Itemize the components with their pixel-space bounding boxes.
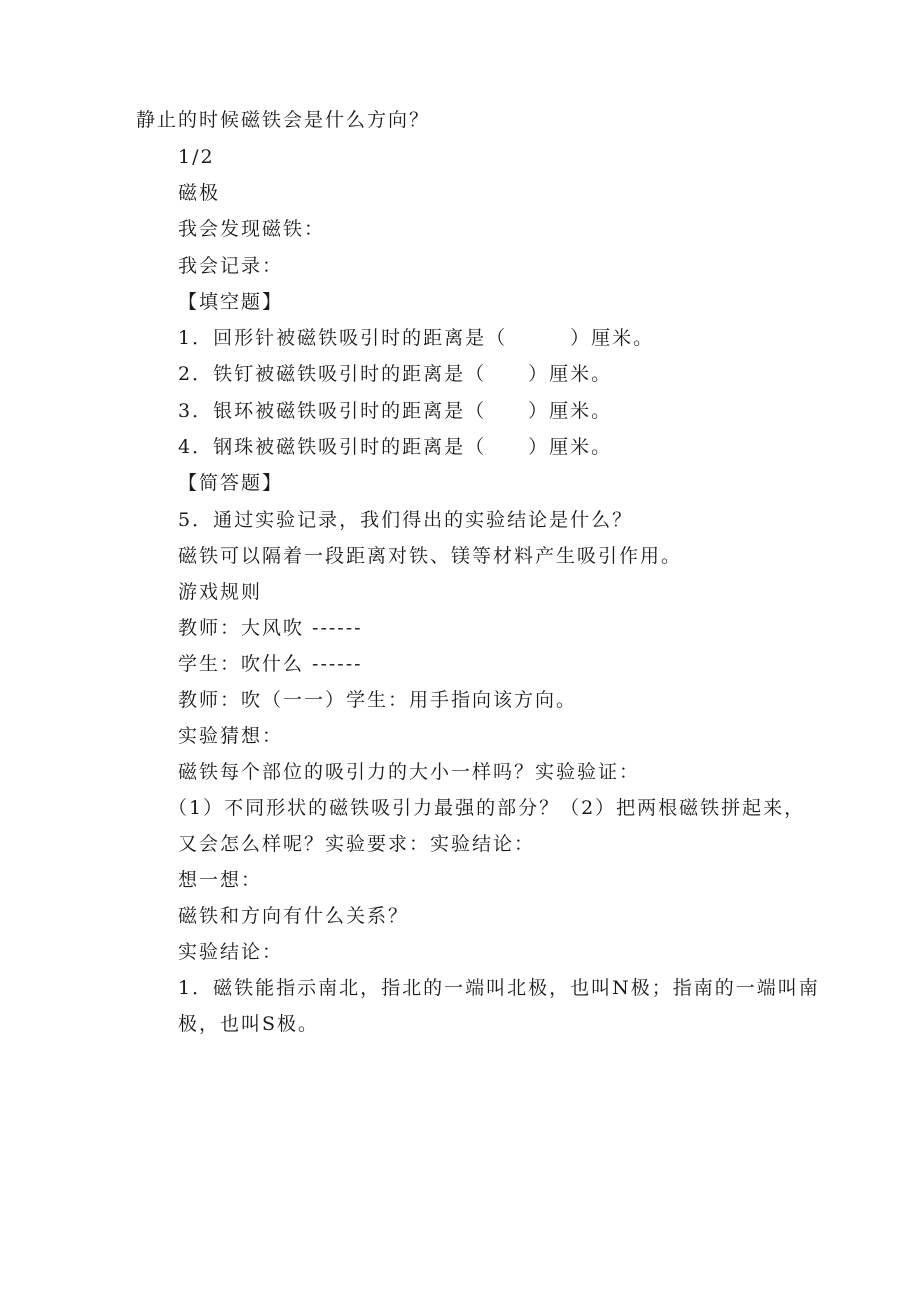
text-line: 磁铁可以隔着一段距离对铁、镁等材料产生吸引作用。: [178, 545, 683, 567]
text-line: 实验猜想：: [178, 725, 284, 747]
text-line: 实验结论：: [178, 941, 284, 963]
text-line: 我会发现磁铁：: [178, 218, 326, 240]
text-line: 想一想：: [178, 869, 263, 891]
text-line: 磁铁和方向有什么关系？: [178, 905, 410, 927]
text-line: 教师：吹（一一）学生：用手指向该方向。: [178, 689, 578, 711]
question-item: 1．回形针被磁铁吸引时的距离是（ ）厘米。: [178, 327, 655, 349]
question-item: 5．通过实验记录，我们得出的实验结论是什么？: [178, 509, 634, 531]
text-line: 我会记录：: [178, 255, 284, 277]
text-line: 教师：大风吹 ------: [178, 617, 363, 639]
section-heading: 【填空题】: [178, 291, 284, 313]
text-line: 1．磁铁能指示南北，指北的一端叫北极，也叫N极；指南的一端叫南: [178, 977, 820, 999]
section-heading: 【简答题】: [178, 472, 284, 494]
question-item: 2．铁钉被磁铁吸引时的距离是（ ）厘米。: [178, 363, 613, 385]
text-line: 极，也叫S极。: [178, 1013, 320, 1035]
question-item: 3．银环被磁铁吸引时的距离是（ ）厘米。: [178, 400, 613, 422]
text-line: 又会怎么样呢？实验要求：实验结论：: [178, 833, 536, 855]
text-line: （1）不同形状的磁铁吸引力最强的部分？（2）把两根磁铁拼起来，: [168, 797, 806, 819]
text-line: 磁铁每个部位的吸引力的大小一样吗？实验验证：: [178, 761, 641, 783]
text-line: 静止的时候磁铁会是什么方向？: [136, 109, 431, 131]
text-line: 游戏规则: [178, 581, 263, 603]
question-item: 4．钢珠被磁铁吸引时的距离是（ ）厘米。: [178, 436, 613, 458]
page-number: 1/2: [178, 146, 215, 168]
text-line: 学生：吹什么 ------: [178, 653, 363, 675]
text-line: 磁极: [178, 182, 221, 204]
